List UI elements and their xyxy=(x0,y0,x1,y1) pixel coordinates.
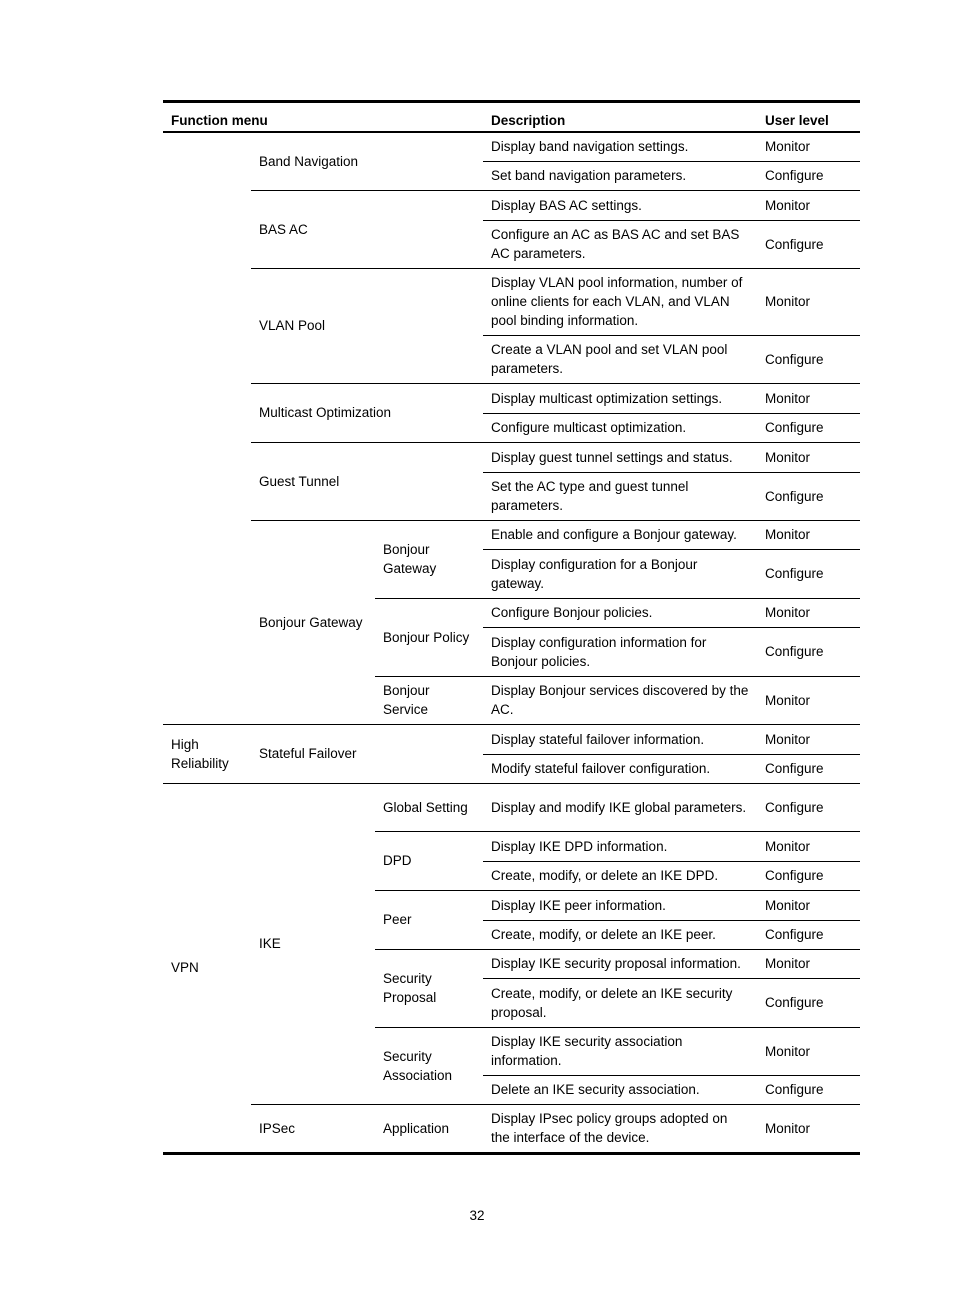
table-row xyxy=(163,383,860,413)
table-row xyxy=(163,442,860,472)
table-row xyxy=(163,268,860,335)
table-row xyxy=(163,724,860,754)
row-user-level: Monitor xyxy=(757,190,860,220)
table-row xyxy=(163,1104,860,1153)
row-description: Display VLAN pool information, number of online clients for each VLAN, and VLAN pool binding information. xyxy=(483,268,757,335)
row-user-level: Monitor xyxy=(757,383,860,413)
row-description: Configure multicast optimization. xyxy=(483,413,757,442)
row-description: Create, modify, or delete an IKE DPD. xyxy=(483,861,757,890)
row-user-level: Monitor xyxy=(757,724,860,754)
menu-bonjour-gateway-group: Bonjour Gateway xyxy=(251,520,375,724)
row-description: Create a VLAN pool and set VLAN pool parameters. xyxy=(483,335,757,383)
row-description: Display configuration information for Bonjour policies. xyxy=(483,627,757,676)
row-user-level: Configure xyxy=(757,335,860,383)
menu-bas-ac: BAS AC xyxy=(251,190,483,268)
row-description: Display band navigation settings. xyxy=(491,139,689,155)
row-description: Set the AC type and guest tunnel parameters. xyxy=(483,472,757,520)
row-user-level: Monitor xyxy=(757,831,860,861)
row-user-level: Monitor xyxy=(757,598,860,627)
menu-global-setting: Global Setting xyxy=(375,783,483,831)
row-user-level: Monitor xyxy=(757,520,860,549)
menu-bonjour-service: Bonjour Service xyxy=(375,676,483,724)
menu-guest-tunnel: Guest Tunnel xyxy=(251,442,483,520)
row-description: Display stateful failover information. xyxy=(483,724,757,754)
function-menu-table xyxy=(163,100,860,1155)
row-description: Configure Bonjour policies. xyxy=(483,598,757,627)
row-user-level: Configure xyxy=(757,161,860,190)
row-description: Create, modify, or delete an IKE security proposal. xyxy=(483,978,757,1027)
row-user-level: Monitor xyxy=(757,676,860,724)
menu-bonjour-gateway: Bonjour Gateway xyxy=(375,520,483,598)
row-description: Display and modify IKE global parameters. xyxy=(483,783,757,831)
row-description: Display IKE peer information. xyxy=(483,890,757,920)
header-function-menu: Function menu xyxy=(163,102,483,133)
row-description: Configure an AC as BAS AC and set BAS AC parameters. xyxy=(483,220,757,268)
menu-security-proposal: Security Proposal xyxy=(375,949,483,1027)
row-description: Display configuration for a Bonjour gateway. xyxy=(483,549,757,598)
function-group-cell-blank xyxy=(163,132,251,724)
row-user-level: Configure xyxy=(757,783,860,831)
row-user-level: Monitor xyxy=(757,1027,860,1075)
menu-peer: Peer xyxy=(375,890,483,949)
row-user-level: Configure xyxy=(757,220,860,268)
row-description: Display multicast optimization settings. xyxy=(483,383,757,413)
row-description: Modify stateful failover configuration. xyxy=(483,754,757,783)
menu-high-reliability: High Reliability xyxy=(163,724,251,783)
row-user-level: Configure xyxy=(757,978,860,1027)
row-user-level: Monitor xyxy=(757,442,860,472)
row-description: Delete an IKE security association. xyxy=(483,1075,757,1104)
table-header-row xyxy=(163,102,860,133)
table-row xyxy=(163,783,860,831)
menu-stateful-failover: Stateful Failover xyxy=(251,724,483,783)
menu-application: Application xyxy=(375,1104,483,1153)
row-description: Display IPsec policy groups adopted on the interface of the device. xyxy=(483,1104,757,1153)
menu-vpn: VPN xyxy=(163,783,251,1153)
row-user-level: Monitor xyxy=(765,139,811,155)
row-description: Display guest tunnel settings and status. xyxy=(483,442,757,472)
header-user-level: User level xyxy=(757,102,860,133)
menu-ike: IKE xyxy=(251,783,375,1104)
row-user-level: Monitor xyxy=(757,890,860,920)
row-user-level: Configure xyxy=(757,627,860,676)
table-row xyxy=(163,132,860,161)
menu-bonjour-policy: Bonjour Policy xyxy=(375,598,483,676)
page-number: 32 xyxy=(469,1208,485,1223)
row-description: Display IKE DPD information. xyxy=(483,831,757,861)
header-description: Description xyxy=(483,102,757,133)
menu-security-association: Security Association xyxy=(375,1027,483,1104)
row-description: Create, modify, or delete an IKE peer. xyxy=(483,920,757,949)
row-description: Set band navigation parameters. xyxy=(483,161,757,190)
row-user-level: Monitor xyxy=(757,268,860,335)
row-user-level: Configure xyxy=(757,413,860,442)
row-user-level: Configure xyxy=(757,549,860,598)
table-row xyxy=(163,520,860,549)
row-description: Display Bonjour services discovered by the AC. xyxy=(483,676,757,724)
row-description: Display BAS AC settings. xyxy=(483,190,757,220)
row-description: Display IKE security association information. xyxy=(483,1027,757,1075)
row-description: Enable and configure a Bonjour gateway. xyxy=(483,520,757,549)
row-user-level: Configure xyxy=(757,754,860,783)
row-user-level: Configure xyxy=(757,1075,860,1104)
menu-ipsec: IPSec xyxy=(251,1104,375,1153)
row-description: Display IKE security proposal information. xyxy=(483,949,757,978)
row-user-level: Configure xyxy=(757,861,860,890)
menu-multicast-optimization: Multicast Optimization xyxy=(251,383,483,442)
menu-band-navigation: Band Navigation xyxy=(259,153,359,169)
row-user-level: Configure xyxy=(757,920,860,949)
menu-vlan-pool: VLAN Pool xyxy=(251,268,483,383)
row-user-level: Monitor xyxy=(757,1104,860,1153)
row-user-level: Configure xyxy=(757,472,860,520)
menu-dpd: DPD xyxy=(375,831,483,890)
row-user-level: Monitor xyxy=(757,949,860,978)
table-row xyxy=(163,190,860,220)
